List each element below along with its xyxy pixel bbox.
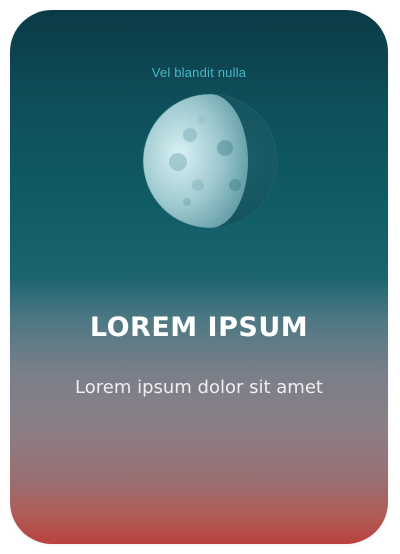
card-kicker: Vel blandit nulla — [151, 65, 247, 80]
card[interactable] — [10, 10, 388, 544]
card-subtitle: Lorem ipsum dolor sit amet — [75, 377, 323, 398]
moon-icon — [140, 90, 280, 232]
card-title: LOREM IPSUM — [89, 312, 309, 343]
